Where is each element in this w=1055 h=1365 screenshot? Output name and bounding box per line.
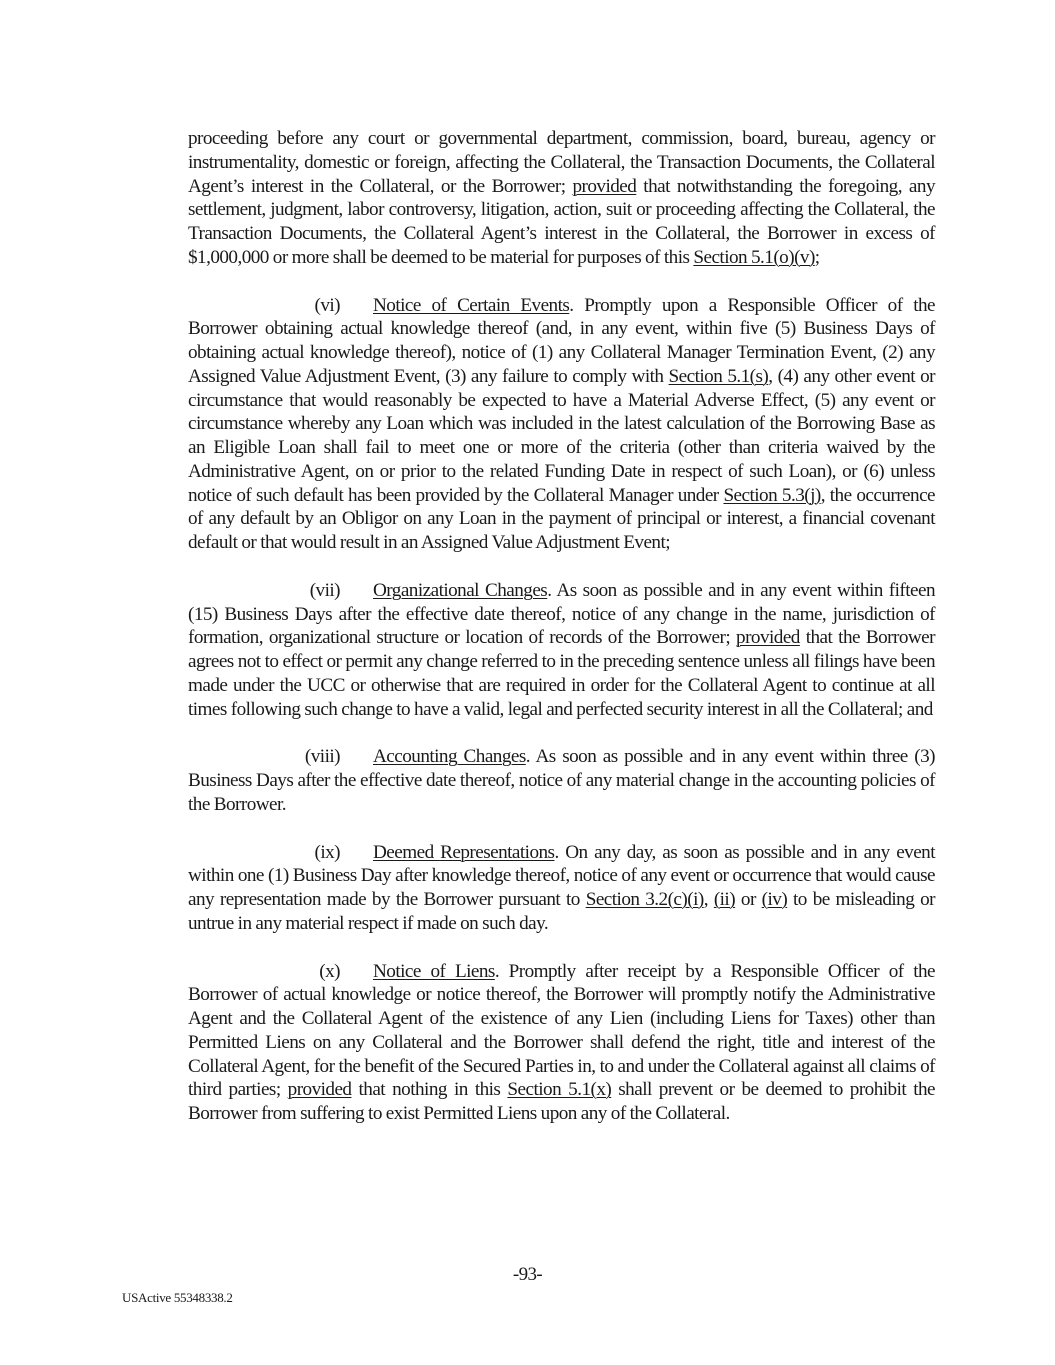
paragraph-text: , the occurrence of any default by an Obligor on any Loan in the payment of principal or interest, a financial covenant default or that would result in an Assigned Value Adjustment Event; xyxy=(188,484,936,553)
paragraph-text: shall prevent or be deemed to prohibit the Borrower from suffering to exist Permitted Liens upon any of the Collateral. xyxy=(188,1079,935,1124)
section-reference: Section 5.3(j) xyxy=(723,484,821,506)
paragraph-text: to be misleading or untrue in any material respect if made on such day. xyxy=(188,889,935,934)
section-paragraph xyxy=(188,579,935,722)
section-reference: Section 5.1(s) xyxy=(668,365,769,387)
section-paragraph xyxy=(188,745,935,816)
page-number: -93- xyxy=(512,1264,543,1285)
section-paragraph xyxy=(188,960,935,1126)
paragraph-text: that notwithstanding the foregoing, any settlement, judgment, labor controversy, litigation, action, suit or proceeding affecting the Collateral, the Transaction Documents, the Collateral Agent’s interest in the Collateral, the Borrower in excess of $1,000,000 or more shall be deemed to be material for purposes of this xyxy=(188,175,935,268)
paragraph-text: that the Borrower agrees not to effect or permit any change referred to in the preceding sentence unless all filings have been made under the UCC or otherwise that are required in order for the Collateral Agent to continue at all times following such change to have a valid, legal and perfected security interest in all the Collateral; and xyxy=(188,627,935,720)
section-reference: (iv) xyxy=(761,889,788,910)
section-reference: Section 3.2(c)(i) xyxy=(585,889,704,910)
section-list xyxy=(188,294,935,1126)
paragraph-text: proceeding before any court or governmental department, commission, board, bureau, agency or instrumentality, domestic or foreign, affecting the Collateral, the Transaction Documents, the Collateral Agent’s interest in the Collateral, or the Borrower; xyxy=(188,128,935,197)
paragraph-text: ; xyxy=(814,246,820,268)
section-reference: Section 5.1(x) xyxy=(507,1079,612,1101)
paragraph-text: that nothing in this xyxy=(351,1079,508,1101)
section-number: (vi) xyxy=(314,294,340,316)
section-paragraph xyxy=(188,294,935,555)
section-number: (ix) xyxy=(314,841,340,863)
continuation-paragraph xyxy=(188,127,935,270)
section-reference: (ii) xyxy=(713,889,736,910)
section-number: (vii) xyxy=(309,579,340,601)
paragraph-text: . Promptly after receipt by a Responsible Officer of the Borrower of actual knowledge or notice thereof, the Borrower will promptly notify the Administrative Agent and the Collateral Agent of the existence of any Lien (including Liens for Taxes) other than Permitted Liens on any Collateral and the Borrower shall defend the right, title and interest of the Collateral Agent, for the benefit of the Secured Parties in, to and under the Collateral against all claims of third parties; xyxy=(188,960,935,1101)
paragraph-text: , (4) any other event or circumstance that would reasonably be expected to have a Material Adverse Effect, (5) any event or circumstance whereby any Loan which was included in the latest calculation of the Borrowing Base as an Eligible Loan shall fail to meet one or more of the criteria (other than criteria waived by the Administrative Agent, on or prior to the related Funding Date in respect of such Loan), or (6) unless notice of such default has been provided by the Collateral Manager under xyxy=(188,365,936,506)
section-reference: provided xyxy=(736,627,800,649)
section-heading: Notice of Liens xyxy=(373,960,495,982)
document-id: USActive 55348338.2 xyxy=(122,1290,233,1305)
paragraph-text: , xyxy=(703,889,714,910)
document-page xyxy=(188,127,935,1150)
section-heading: Organizational Changes xyxy=(373,579,548,601)
section-heading: Accounting Changes xyxy=(373,746,526,768)
provided-term: provided xyxy=(572,175,637,197)
paragraph-text: or xyxy=(735,889,762,910)
section-heading: Deemed Representations xyxy=(373,841,555,863)
section-reference: Section 5.1(o)(v) xyxy=(693,246,815,268)
section-heading: Notice of Certain Events xyxy=(373,294,570,316)
section-reference: provided xyxy=(287,1079,352,1101)
section-number: (x) xyxy=(319,960,340,982)
paragraph-text: . On any day, as soon as possible and in any event within one (1) Business Day after knowledge thereof, notice of any event or occurrence that would cause any representation made by the Borrower pursuant to xyxy=(188,841,935,910)
paragraph-text: . Promptly upon a Responsible Officer of the Borrower obtaining actual knowledge thereof (and, in any event, within five (5) Business Days of obtaining actual knowledge thereof), notice of (1) any Collateral Manager Termination Event, (2) any Assigned Value Adjustment Event, (3) any failure to comply with xyxy=(188,294,935,387)
paragraph-text: . As soon as possible and in any event within fifteen (15) Business Days after the effective date thereof, notice of any change in the name, jurisdiction of formation, organizational structure or location of records of the Borrower; xyxy=(188,579,935,649)
section-paragraph xyxy=(188,841,935,936)
paragraph-text: . As soon as possible and in any event within three (3) Business Days after the effective date thereof, notice of any material change in the accounting policies of the Borrower. xyxy=(188,746,935,815)
section-number: (viii) xyxy=(304,746,340,768)
